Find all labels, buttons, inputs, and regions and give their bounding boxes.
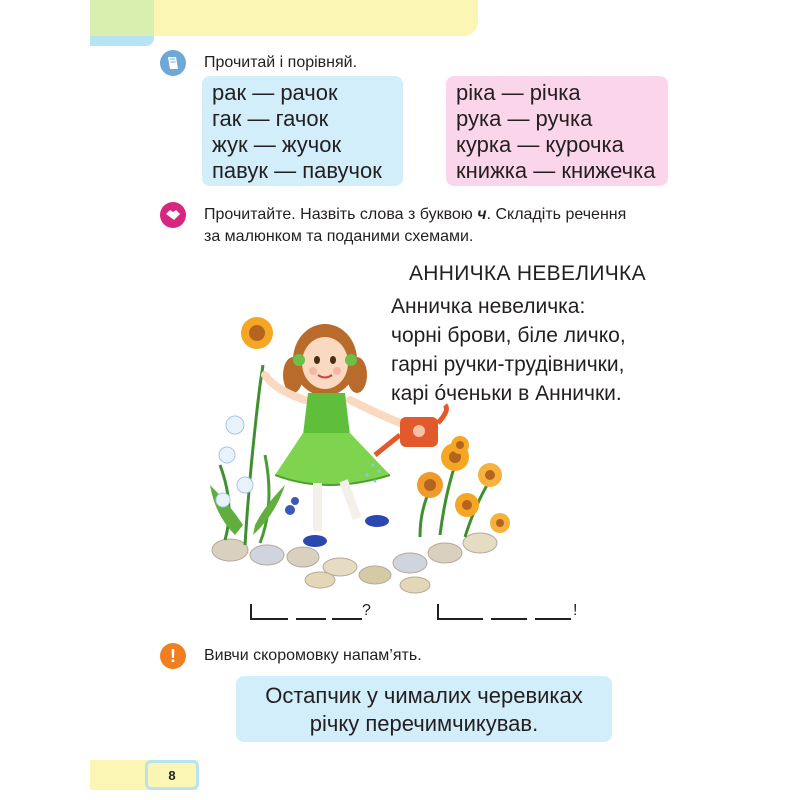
tongue-twister-line: річку перечимчикував. [309, 711, 539, 736]
girl [265, 324, 405, 547]
stone-path [212, 533, 497, 593]
tongue-twister-line: Остапчик у чималих черевиках [265, 683, 583, 708]
poem-line: чорні брови, біле личко, [391, 324, 626, 347]
poem-title: АННИЧКА НЕВЕЛИЧКА [409, 262, 646, 285]
poem-line: карі óченьки в Аннички. [391, 382, 622, 405]
word-pairs-box-left [202, 76, 403, 186]
word-pair: книжка — книжечка [456, 158, 656, 183]
top-decor-accent [90, 0, 154, 36]
task2-instruction: Прочитайте. Назвіть слова з буквою ч. Складіть речення за малюнком та поданими схемами. [204, 206, 627, 245]
task1-instruction: Прочитай і порівняй. [204, 54, 358, 71]
word-pair: курка — курочка [456, 132, 624, 157]
exclamation-mark: ! [573, 602, 578, 619]
right-flowers [417, 436, 510, 537]
word-pair: рука — ручка [456, 106, 593, 131]
sentence-scheme-question [250, 602, 370, 624]
sentence-scheme-exclamation [437, 602, 582, 624]
page-number: 8 [145, 760, 199, 790]
task3-instruction: Вивчи скоромовку напам’ять. [204, 647, 422, 664]
word-pair: гак — гачок [212, 106, 329, 131]
book-icon [160, 50, 186, 76]
handshake-icon [160, 202, 186, 228]
question-mark: ? [362, 602, 371, 619]
tongue-twister-box [236, 676, 612, 742]
top-decor-blue [90, 36, 154, 46]
exclamation-icon: ! [160, 643, 186, 669]
word-pairs-box-right [446, 76, 668, 186]
word-pair: ріка — річка [456, 80, 581, 105]
girl-watering-flowers-illustration [205, 305, 510, 595]
word-pair: павук — павучок [212, 158, 382, 183]
word-pair: рак — рачок [212, 80, 338, 105]
poem-line: Анничка невеличка: [391, 295, 586, 318]
poem-line: гарні ручки-трудівнички, [391, 353, 625, 376]
word-pair: жук — жучок [212, 132, 342, 157]
highlighted-letter: ч [477, 206, 487, 223]
